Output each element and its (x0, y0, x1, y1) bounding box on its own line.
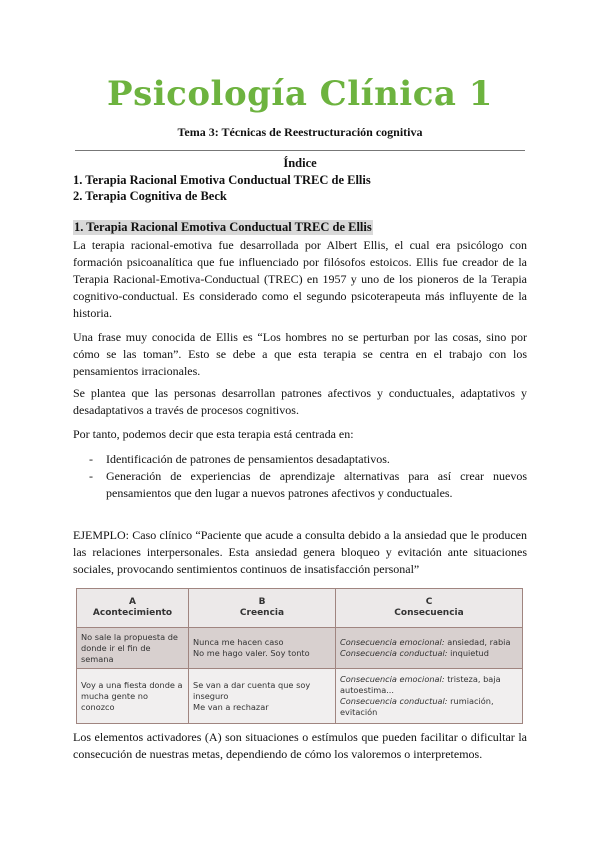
section-heading: 1. Terapia Racional Emotiva Conductual TREC de Ellis (74, 220, 372, 234)
list-item-text: Identificación de patrones de pensamientos desadaptativos. (106, 452, 390, 466)
header-label: Acontecimiento (92, 608, 173, 618)
cell-b (189, 628, 336, 669)
cell-a (77, 628, 189, 669)
document-title: Psicología Clínica 1 (107, 74, 493, 114)
paragraph: La terapia racional-emotiva fue desarrollada por Albert Ellis, el cual era psicólogo con formación psicoanalítica que fue influenciado por filósofos estoicos. Ellis fue creador de la Terapia Racional-Emotiva-Conductual (TREC) en 1957 y uno de los pioneros de la Terapia cognitivo-conductual. Es considerado como el segundo psicoterapeuta más influyente de la historia. (73, 238, 527, 320)
cell-text: tristeza, baja autoestima... (340, 674, 501, 695)
dash-bullet-icon: - (89, 452, 93, 466)
cell-text: Me van a rechazar (193, 701, 269, 712)
header-letter: B (258, 597, 266, 607)
cell-text: No sale la propuesta de (81, 631, 178, 642)
paragraph: Una frase muy conocida de Ellis es “Los hombres no se perturban por las cosas, sino por cómo se las toman”. Esto se debe a que esta terapia se centra en el trabajo con los pensamientos irracionales. (73, 330, 527, 378)
cell-label: Consecuencia conductual: (340, 696, 448, 706)
cell-text: donde ir el fin de semana (81, 642, 151, 664)
index-item-1[interactable]: 1. Terapia Racional Emotiva Conductual TREC de Ellis (73, 173, 371, 187)
header-label: Consecuencia (394, 608, 464, 618)
cell-label: Consecuencia emocional: (340, 674, 445, 684)
cell-a (77, 669, 189, 724)
bullet-list (89, 451, 527, 502)
header-a (77, 589, 189, 628)
index-item-2[interactable]: 2. Terapia Cognitiva de Beck (73, 189, 227, 203)
divider (75, 150, 525, 151)
cell-b (189, 669, 336, 724)
cell-c (336, 628, 523, 669)
document-subtitle: Tema 3: Técnicas de Reestructuración cognitiva (177, 125, 423, 139)
cell-label: Consecuencia conductual: (340, 648, 448, 658)
cell-label: Consecuencia emocional: (340, 637, 445, 647)
table-header-row (77, 589, 523, 628)
header-c (336, 589, 523, 628)
header-label: Creencia (239, 608, 285, 618)
cell-text: rumiación, evitación (340, 696, 494, 717)
header-letter: A (129, 597, 136, 607)
cell-text: ansiedad, rabia (444, 637, 511, 647)
header-letter: C (425, 597, 433, 607)
cell-text: Se van a dar cuenta que soy inseguro (193, 679, 311, 701)
example-paragraph: EJEMPLO: Caso clínico “Paciente que acude a consulta debido a la ansiedad que le producen las relaciones interpersonales. Esta ansiedad genera bloqueo y evitación ante situaciones sociales, provocando sentimientos continuos de insatisfacción personal” (73, 528, 527, 576)
list-item (89, 468, 527, 502)
table-row (77, 628, 523, 669)
abc-table (76, 588, 523, 724)
cell-text: Nunca me hacen caso (193, 637, 284, 647)
list-item (89, 451, 527, 468)
table-row (77, 669, 523, 724)
paragraph: Por tanto, podemos decir que esta terapia está centrada en: (73, 427, 354, 441)
cell-text: inquietud (447, 648, 489, 658)
dash-bullet-icon: - (89, 469, 93, 483)
paragraph: Se plantea que las personas desarrollan patrones afectivos y conductuales, adaptativos y desadaptativos a través de procesos cognitivos. (73, 386, 527, 417)
header-b (189, 589, 336, 628)
cell-text: Voy a una fiesta donde a (81, 679, 183, 690)
closing-paragraph: Los elementos activadores (A) son situaciones o estímulos que pueden facilitar o dificultar la consecución de nuestras metas, dependiendo de cómo los valoremos o interpretemos. (73, 730, 527, 761)
index-title: Índice (283, 156, 317, 170)
list-item-text: Generación de experiencias de aprendizaje alternativas para así crear nuevos pensamientos que den lugar a nuevos patrones afectivos y conductuales. (106, 469, 527, 500)
cell-text: mucha gente no conozco (81, 690, 148, 712)
cell-c (336, 669, 523, 724)
cell-text: No me hago valer. Soy tonto (193, 648, 310, 658)
